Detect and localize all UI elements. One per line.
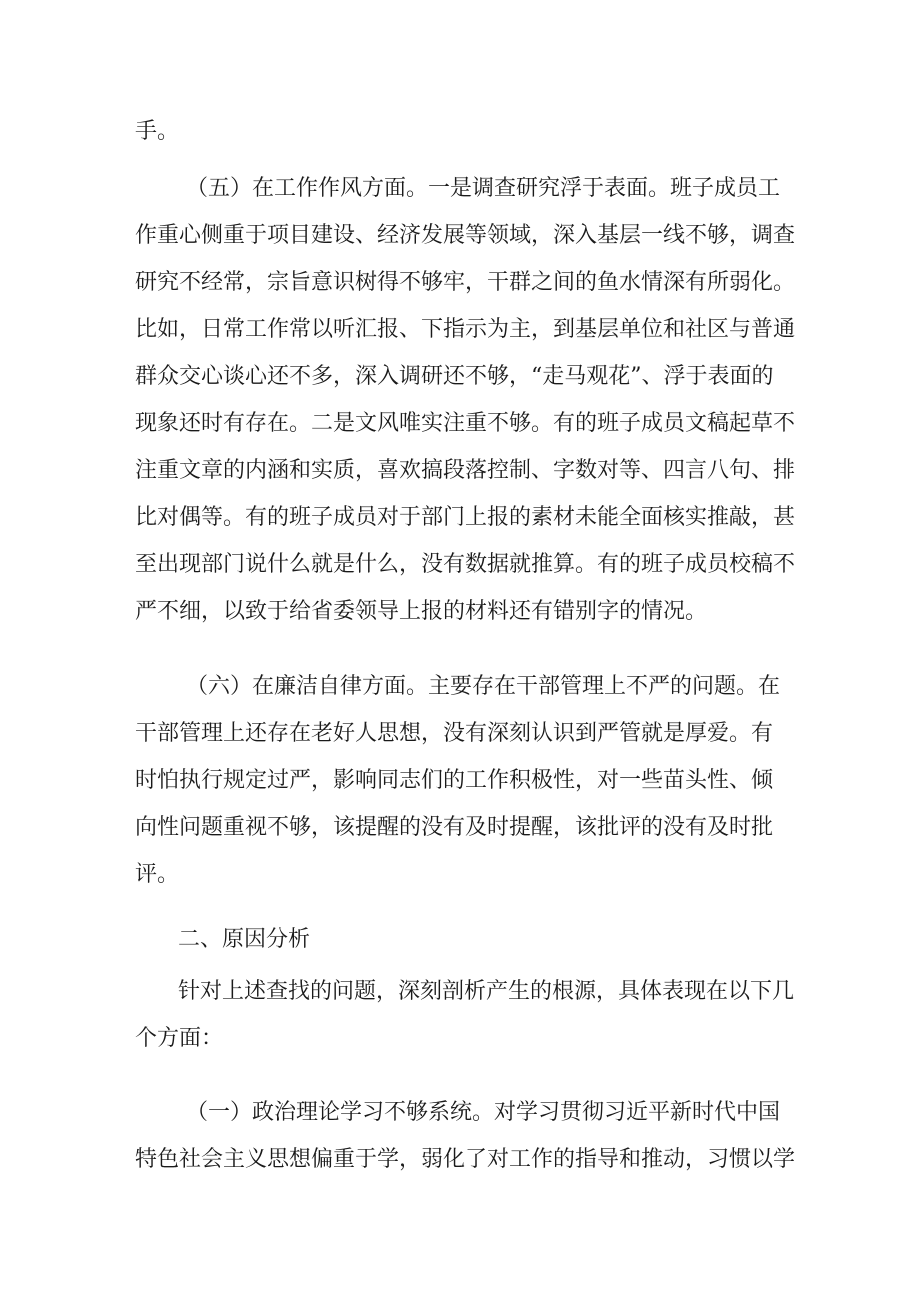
text-line: 评。 xyxy=(135,862,180,887)
text-line: 严不细，以致于给省委领导上报的材料还有错别字的情况。 xyxy=(135,599,708,624)
text-line: 个方面： xyxy=(135,1026,224,1051)
text-line: 向性问题重视不够，该提醒的没有及时提醒，该批评的没有及时批 xyxy=(135,815,774,840)
text-line: 比对偶等。有的班子成员对于部门上报的素材未能全面核实推敲，甚 xyxy=(135,505,796,530)
text-line: 现象还时有存在。二是文风唯实注重不够。有的班子成员文稿起草不 xyxy=(135,411,796,436)
text-line: 比如，日常工作常以听汇报、下指示为主，到基层单位和社区与普通 xyxy=(135,317,796,342)
text-line: 作重心侧重于项目建设、经济发展等领域，深入基层一线不够，调查 xyxy=(135,223,796,248)
text-line: 针对上述查找的问题，深刻剖析产生的根源，具体表现在以下几 xyxy=(178,979,795,1004)
paragraph-5-heading-line: （五）在工作作风方面。一是调查研究浮于表面。班子成员工 xyxy=(186,176,781,201)
text-line: 注重文章的内涵和实质，喜欢搞段落控制、字数对等、四言八句、排 xyxy=(135,458,796,483)
text-line: 至出现部门说什么就是什么，没有数据就推算。有的班子成员校稿不 xyxy=(135,552,796,577)
text-line: 手。 xyxy=(135,119,180,144)
text-line: 研究不经常，宗旨意识树得不够牢，干群之间的鱼水情深有所弱化。 xyxy=(135,270,796,295)
paragraph-6-heading-line: （六）在廉洁自律方面。主要存在干部管理上不严的问题。在 xyxy=(186,674,781,699)
paragraph-1-heading-line: （一）政治理论学习不够系统。对学习贯彻习近平新时代中国 xyxy=(186,1100,781,1125)
section-heading: 二、原因分析 xyxy=(178,927,311,952)
text-line: 时怕执行规定过严，影响同志们的工作积极性，对一些苗头性、倾 xyxy=(135,768,774,793)
text-line: 特色社会主义思想偏重于学，弱化了对工作的指导和推动，习惯以学 xyxy=(135,1147,796,1172)
text-line: 群众交心谈心还不多，深入调研还不够，“走马观花”、浮于表面的 xyxy=(135,364,774,389)
text-line: 干部管理上还存在老好人思想，没有深刻认识到严管就是厚爱。有 xyxy=(135,721,774,746)
